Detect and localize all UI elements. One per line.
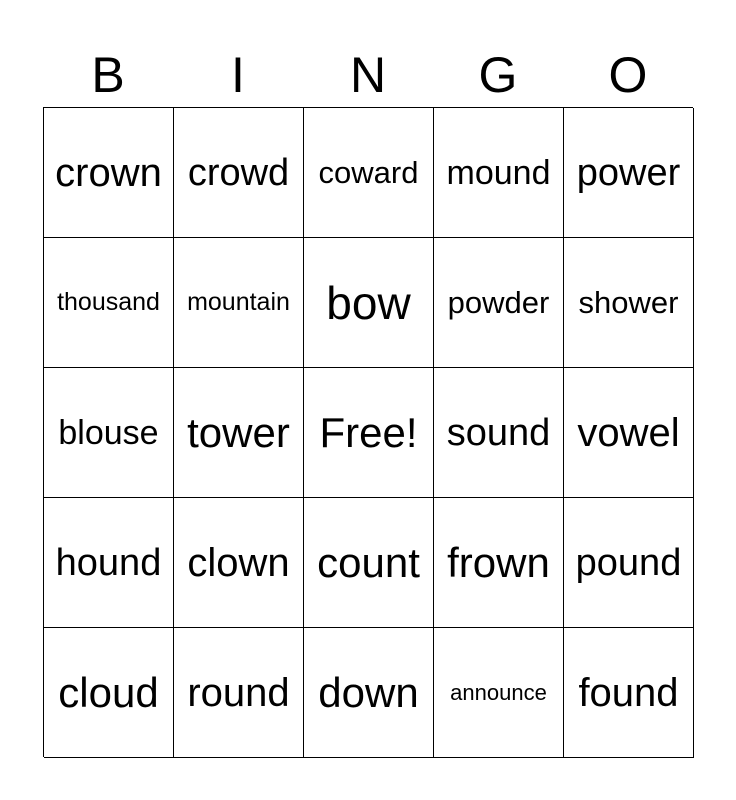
header-letter-g: G (478, 47, 518, 103)
bingo-cell[interactable]: bow (304, 238, 434, 368)
header-letter-i: I (231, 47, 245, 103)
bingo-cell[interactable]: shower (564, 238, 694, 368)
header-letter-o: O (608, 47, 648, 103)
bingo-cell[interactable]: found (564, 628, 694, 758)
bingo-cell[interactable]: mountain (174, 238, 304, 368)
bingo-cell[interactable]: hound (44, 498, 174, 628)
bingo-free-space[interactable]: Free! (304, 368, 434, 498)
bingo-cell[interactable]: power (564, 108, 694, 238)
bingo-cell[interactable]: frown (434, 498, 564, 628)
bingo-cell[interactable]: crown (44, 108, 174, 238)
bingo-cell[interactable]: powder (434, 238, 564, 368)
bingo-cell[interactable]: tower (174, 368, 304, 498)
bingo-cell[interactable]: coward (304, 108, 434, 238)
bingo-board (43, 107, 693, 757)
bingo-cell[interactable]: vowel (564, 368, 694, 498)
header-letter-b: B (91, 47, 125, 103)
bingo-cell[interactable]: cloud (44, 628, 174, 758)
bingo-cell[interactable]: down (304, 628, 434, 758)
bingo-cell[interactable]: pound (564, 498, 694, 628)
bingo-cell[interactable]: crowd (174, 108, 304, 238)
bingo-cell[interactable]: round (174, 628, 304, 758)
bingo-cell[interactable]: count (304, 498, 434, 628)
bingo-cell[interactable]: thousand (44, 238, 174, 368)
bingo-cell[interactable]: mound (434, 108, 564, 238)
bingo-cell[interactable]: sound (434, 368, 564, 498)
bingo-cell[interactable]: announce (434, 628, 564, 758)
bingo-header (43, 44, 693, 106)
bingo-cell[interactable]: clown (174, 498, 304, 628)
header-letter-n: N (349, 47, 387, 103)
bingo-cell[interactable]: blouse (44, 368, 174, 498)
